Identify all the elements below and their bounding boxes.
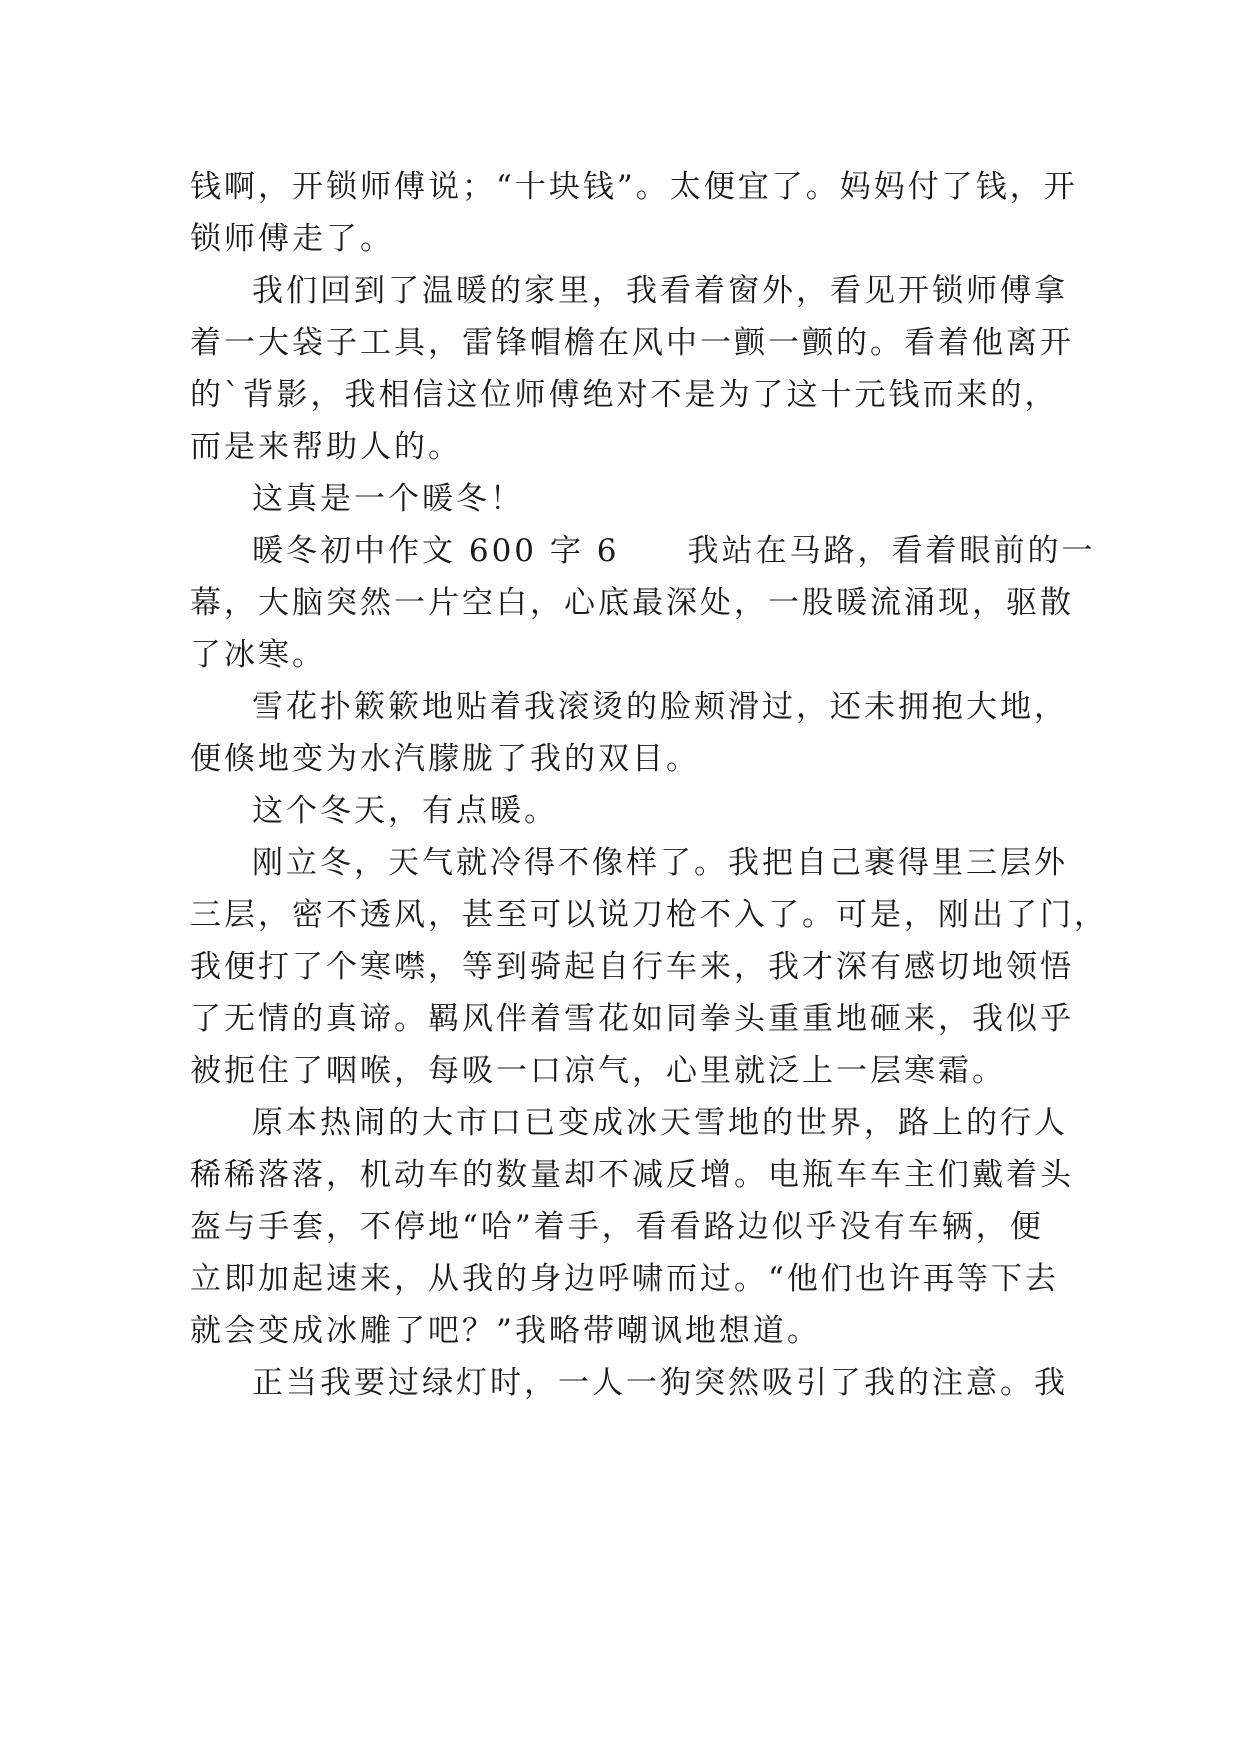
text-line: 立即加起速来，从我的身边呼啸而过。“他们也许再等下去	[190, 1261, 1059, 1297]
text-line: 被扼住了咽喉，每吸一口凉气，心里就泛上一层寒霜。	[190, 1053, 1006, 1089]
text-line: 便倏地变为水汽朦胧了我的双目。	[190, 741, 700, 777]
text-line: 就会变成冰雕了吧？”我略带嘲讽地想道。	[190, 1313, 821, 1349]
text-line: 的`背影，我相信这位师傅绝对不是为了这十元钱而来的，	[190, 377, 1059, 413]
text-line: 三层，密不透风，甚至可以说刀枪不入了。可是，刚出了门，	[190, 897, 1108, 933]
text-line: 这真是一个暖冬！	[252, 481, 524, 517]
text-line: 而是来帮助人的。	[190, 429, 462, 465]
text-line: 这个冬天，有点暖。	[252, 793, 558, 829]
text-line: 正当我要过绿灯时，一人一狗突然吸引了我的注意。我	[252, 1365, 1068, 1401]
text-line: 幕，大脑突然一片空白，心底最深处，一股暖流涌现，驱散	[190, 585, 1074, 621]
text-line: 我们回到了温暖的家里，我看着窗外，看见开锁师傅拿	[252, 273, 1068, 309]
text-line: 了无情的真谛。羁风伴着雪花如同拳头重重地砸来，我似乎	[190, 1001, 1074, 1037]
text-line: 稀稀落落，机动车的数量却不减反增。电瓶车车主们戴着头	[190, 1157, 1074, 1193]
text-line: 原本热闹的大市口已变成冰天雪地的世界，路上的行人	[252, 1105, 1068, 1141]
text-line: 着一大袋子工具，雷锋帽檐在风中一颤一颤的。看着他离开	[190, 325, 1074, 361]
text-line: 我便打了个寒噤，等到骑起自行车来，我才深有感切地领悟	[190, 949, 1074, 985]
text-line: 了冰寒。	[190, 637, 326, 673]
text-line: 锁师傅走了。	[190, 221, 394, 257]
text-line: 暖冬初中作文 600 字 6 我站在马路，看着眼前的一	[252, 533, 1096, 569]
text-line: 刚立冬，天气就冷得不像样了。我把自己裹得里三层外	[252, 845, 1068, 881]
text-line: 雪花扑簌簌地贴着我滚烫的脸颊滑过，还未拥抱大地，	[252, 689, 1068, 725]
text-line: 盔与手套，不停地“哈”着手，看看路边似乎没有车辆，便	[190, 1209, 1044, 1245]
text-line: 钱啊，开锁师傅说；“十块钱”。太便宜了。妈妈付了钱，开	[190, 169, 1078, 205]
